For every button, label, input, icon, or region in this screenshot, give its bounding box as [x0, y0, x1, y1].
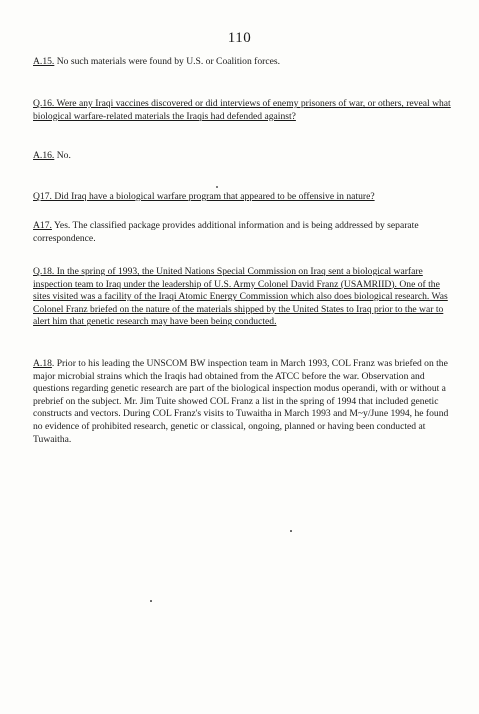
answer-15-text: No such materials were found by U.S. or Coalition forces. [54, 56, 280, 67]
answer-18 [33, 358, 451, 446]
answer-17-text: Yes. The classified package provides additional information and is being addressed by separate correspondence. [33, 220, 419, 244]
page-number: 110 [227, 30, 252, 46]
answer-16 [33, 150, 451, 163]
scan-speck [290, 530, 292, 532]
answer-18-text: . Prior to his leading the UNSCOM BW inspection team in March 1993, COL Franz was briefed on the major microbial strains which the Iraqis had obtained from the ATCC before the war. Observation and questions regarding genetic research are part of the biological inspection modus operandi, with or without a prebrief on the subject. Mr. Jim Tuite showed COL Franz a list in the spring of 1994 that included genetic constructs and vectors. During COL Franz's visits to Tuwaitha in March 1993 and M~y/June 1994, he found no evidence of prohibited research, genetic or classical, ongoing, planned or having been conducted at Tuwaitha. [33, 358, 449, 445]
answer-15 [33, 56, 451, 69]
answer-17-label: A17. [33, 220, 52, 231]
answer-18-label: A.18 [33, 358, 52, 369]
answer-17 [33, 220, 451, 245]
question-16: Q.16. Were any Iraqi vaccines discovered or did interviews of enemy prisoners of war, or others, reveal what biological warfare-related materials the Iraqis had defended against? [33, 98, 451, 122]
question-17: Q17. Did Iraq have a biological warfare program that appeared to be offensive in nature? [33, 191, 375, 202]
question-18: Q.18. In the spring of 1993, the United Nations Special Commission on Iraq sent a biological warfare inspection team to Iraq under the leadership of U.S. Army Colonel David Franz (USAMRIID). One of the sites visited was a facility of the Iraqi Atomic Energy Commission which also does biological research. Was Colonel Franz briefed on the nature of the materials shipped by the United States to Iraq prior to the war to alert him that genetic research may have been being conducted. [33, 266, 448, 328]
scan-speck [150, 600, 152, 602]
answer-16-label: A.16. [33, 150, 55, 161]
answer-16-text: No. [54, 150, 71, 161]
answer-15-label: A.15. [33, 56, 55, 67]
scan-speck [216, 186, 218, 188]
